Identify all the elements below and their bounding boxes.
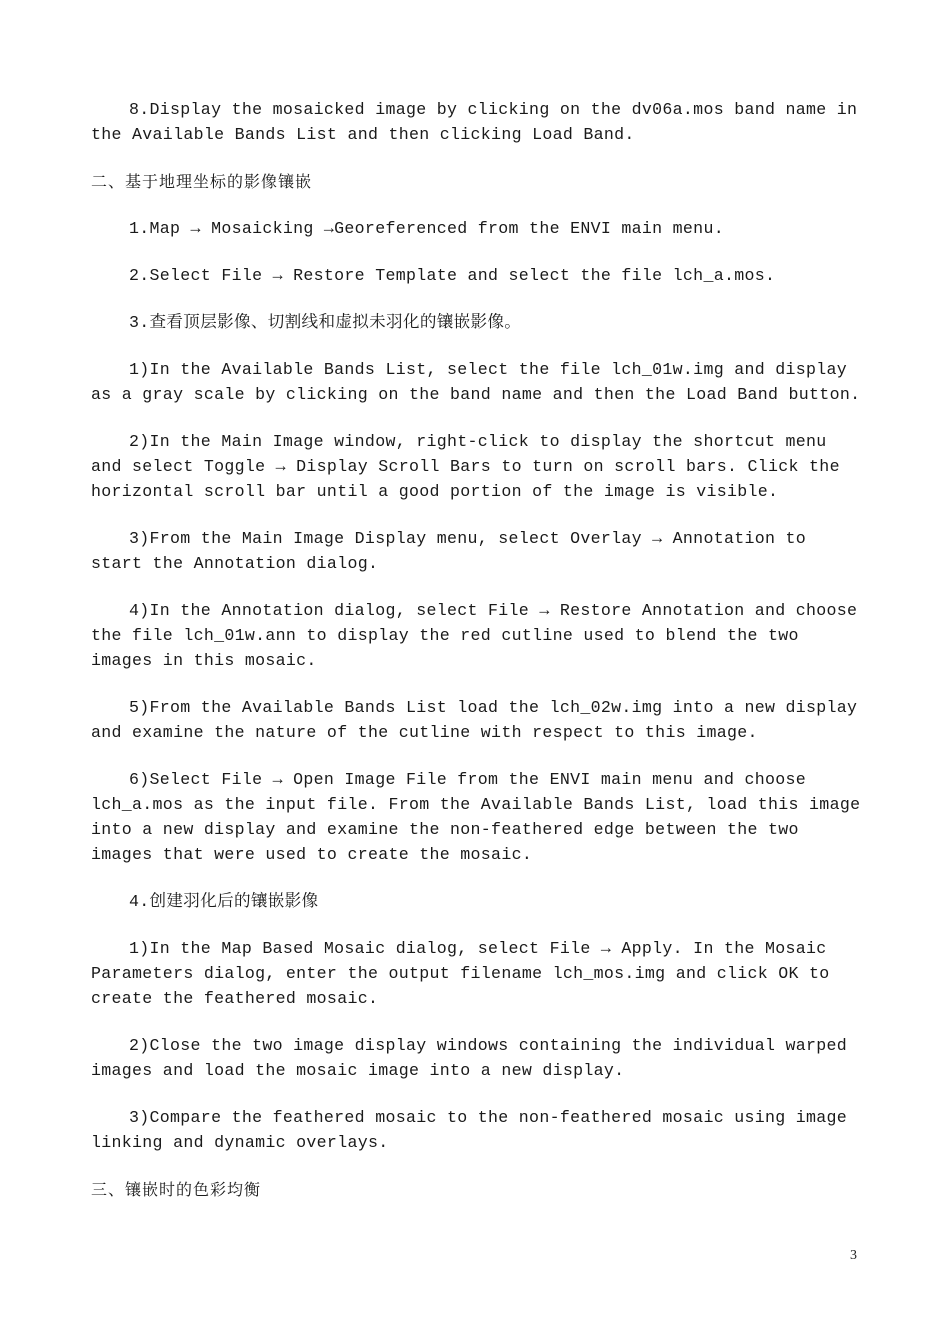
paragraph-substep-3: 3)From the Main Image Display menu, select Overlay → Annotation to start the Annotation dialog.	[91, 529, 817, 573]
paragraph-substep-4: 4)In the Annotation dialog, select File → Restore Annotation and choose the file lch_01w.ann to display the red cutline used to blend the two images in this mosaic.	[91, 601, 868, 670]
section-heading-georeferenced-mosaic: 二、基于地理坐标的影像镶嵌	[91, 172, 313, 191]
paragraph-step-4-substep-3: 3)Compare the feathered mosaic to the non-feathered mosaic using image linking and dynamic overlays.	[91, 1108, 858, 1152]
paragraph-substep-6: 6)Select File → Open Image File from the ENVI main menu and choose lch_a.mos as the input file. From the Available Bands List, load this image into a new display and examine the non-feathered edge between the two images that were used to create the mosaic.	[91, 770, 871, 864]
paragraph-substep-2: 2)In the Main Image window, right-click to display the shortcut menu and select Toggle → Display Scroll Bars to turn on scroll bars. Click the horizontal scroll bar until a good portion of the image is visible.	[91, 432, 851, 501]
paragraph-step-4-substep-1: 1)In the Map Based Mosaic dialog, select File → Apply. In the Mosaic Parameters dialog, enter the output filename lch_mos.img and click OK to create the feathered mosaic.	[91, 939, 840, 1008]
section-heading-color-balance: 三、镶嵌时的色彩均衡	[91, 1180, 262, 1199]
paragraph-step-3: 3.查看顶层影像、切割线和虚拟未羽化的镶嵌影像。	[129, 313, 522, 332]
paragraph-step-1: 1.Map → Mosaicking →Georeferenced from the ENVI main menu.	[129, 219, 724, 238]
paragraph-step-2: 2.Select File → Restore Template and select the file lch_a.mos.	[129, 266, 776, 285]
document-body	[91, 97, 871, 1224]
paragraph-substep-1: 1)In the Available Bands List, select the file lch_01w.img and display as a gray scale by clicking on the band name and then the Load Band button.	[91, 360, 861, 404]
paragraph-step-4: 4.创建羽化后的镶嵌影像	[129, 892, 319, 911]
page-number: 3	[850, 1248, 857, 1263]
paragraph-step-8: 8.Display the mosaicked image by clicking on the dv06a.mos band name in the Available Bands List and then clicking Load Band.	[91, 100, 868, 144]
paragraph-substep-5: 5)From the Available Bands List load the lch_02w.img into a new display and examine the nature of the cutline with respect to this image.	[91, 698, 868, 742]
paragraph-step-4-substep-2: 2)Close the two image display windows containing the individual warped images and load the mosaic image into a new display.	[91, 1036, 858, 1080]
